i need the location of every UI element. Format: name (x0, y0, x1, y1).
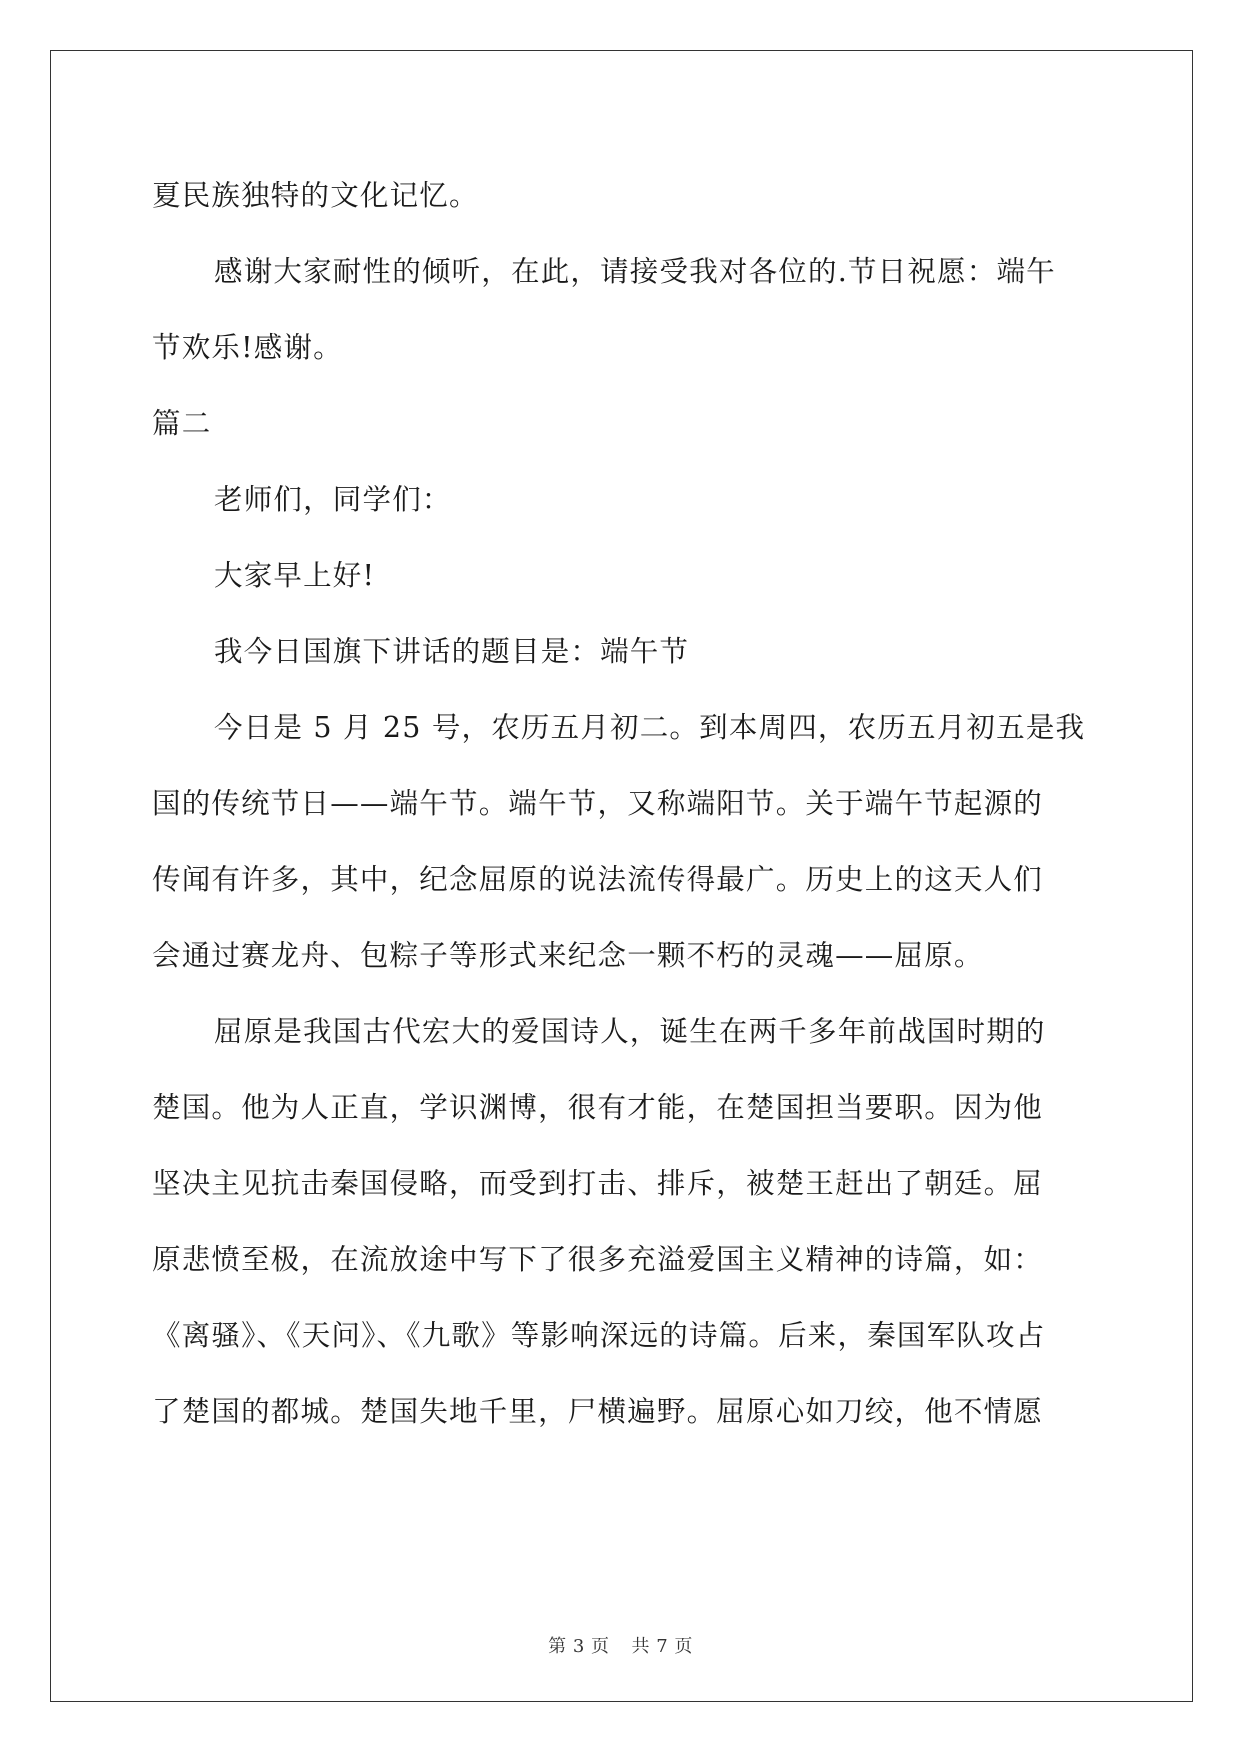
page-number-total: 共 7 页 (631, 1636, 693, 1657)
page-number-current: 第 3 页 (548, 1636, 610, 1657)
document-body (152, 158, 1092, 1450)
page-footer (0, 1632, 1241, 1658)
text-line: 了楚国的都城。楚国失地千里，尸横遍野。屈原心如刀绞，他不情愿 (152, 1395, 1044, 1428)
text-line: 坚决主见抗击秦国侵略，而受到打击、排斥，被楚王赶出了朝廷。屈 (152, 1167, 1044, 1200)
section-heading: 篇二 (152, 407, 212, 440)
text-line: 传闻有许多，其中，纪念屈原的说法流传得最广。历史上的这天人们 (152, 863, 1044, 896)
text-line: 感谢大家耐性的倾听，在此，请接受我对各位的.节日祝愿：端午 (214, 255, 1056, 288)
text-line: 国的传统节日——端午节。端午节，又称端阳节。关于端午节起源的 (152, 787, 1044, 820)
text-line: 屈原是我国古代宏大的爱国诗人，诞生在两千多年前战国时期的 (214, 1015, 1046, 1048)
text-line: 节欢乐!感谢。 (152, 331, 343, 364)
text-line: 《离骚》、《天问》、《九歌》等影响深远的诗篇。后来，秦国军队攻占 (152, 1319, 1046, 1352)
text-line: 原悲愤至极，在流放途中写下了很多充溢爱国主义精神的诗篇，如： (152, 1243, 1044, 1276)
text-line: 夏民族独特的文化记忆。 (152, 179, 479, 212)
text-line: 会通过赛龙舟、包粽子等形式来纪念一颗不朽的灵魂——屈原。 (152, 939, 984, 972)
text-line: 我今日国旗下讲话的题目是：端午节 (214, 635, 690, 668)
text-line: 今日是 5 月 25 号，农历五月初二。到本周四，农历五月初五是我 (214, 711, 1086, 744)
text-line: 老师们，同学们： (214, 483, 452, 516)
text-line: 大家早上好! (214, 559, 376, 592)
text-line: 楚国。他为人正直，学识渊博，很有才能，在楚国担当要职。因为他 (152, 1091, 1044, 1124)
